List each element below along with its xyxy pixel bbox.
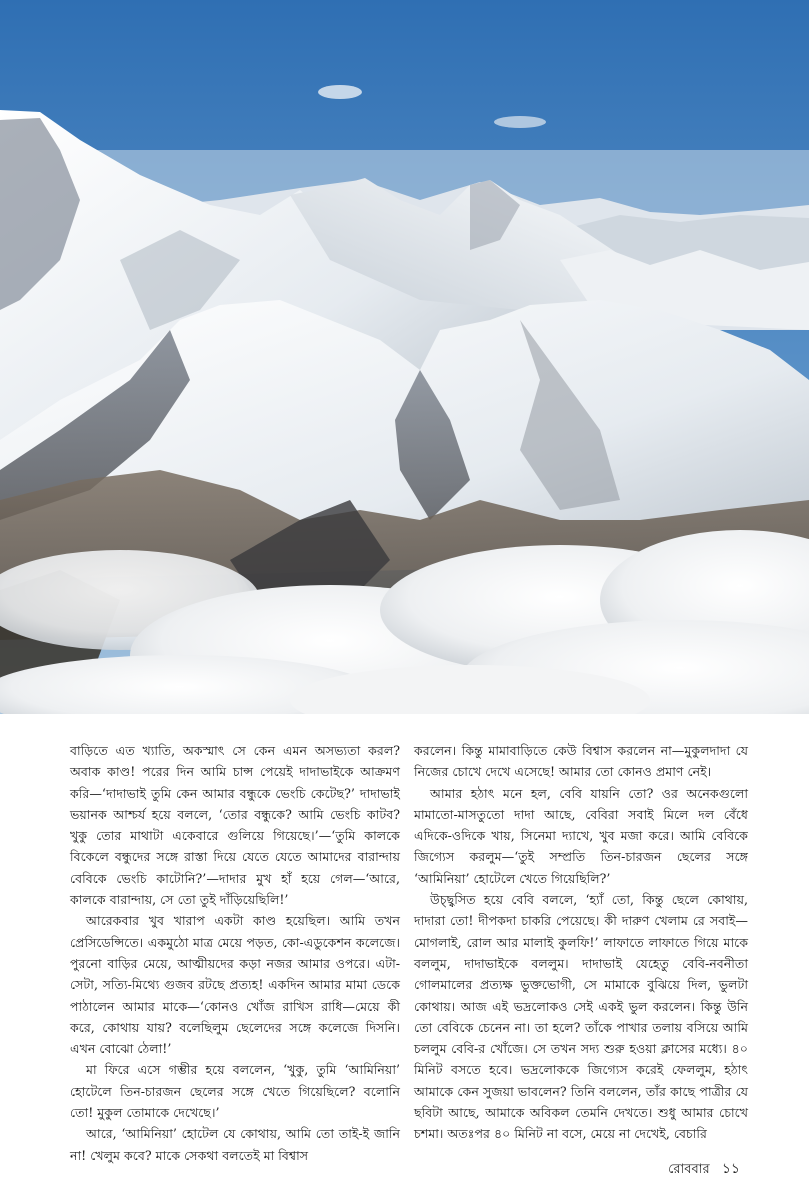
paragraph: মা ফিরে এসে গম্ভীর হয়ে বললেন, ‘খুকু, তুমি ‘আমিনিয়া’ হোটেলে তিন-চারজন ছেলের সঙ্গে খেতে গিয়েছিলে? বলোনি তো! মুকুল তোমাকে দেখেছে।’ bbox=[70, 1062, 400, 1121]
section-name: রোববার bbox=[668, 1162, 710, 1177]
paragraph: আরে, ‘আমিনিয়া’ হোটেল যে কোথায়, আমি তো তাই-ই জানি না! খেলুম কবে? মাকে সেকথা বলতেই মা বিশ্বাস bbox=[70, 1126, 400, 1163]
text-column-left bbox=[70, 740, 400, 1166]
paragraph: আমার হঠাৎ মনে হল, বেবি যায়নি তো? ওর অনেকগুলো মামাতো-মাসতুতো দাদা আছে, বেবিরা সবাই মিলে দল বেঁধে এদিকে-ওদিকে খায়, সিনেমা দ্যাখে, খুব মজা করে। আমি বেবিকে জিগ্যেস করলুম—‘তুই সম্প্রতি তিন-চারজন ছেলের সঙ্গে ‘আমিনিয়া’ হোটেলে খেতে গিয়েছিলি?’ bbox=[414, 785, 748, 886]
paragraph: বাড়িতে এত খ্যাতি, অকস্মাৎ সে কেন এমন অসভ্যতা করল? অবাক কাণ্ড! পরের দিন আমি চান্স পেয়েই দাদাভাইকে আক্রমণ করি—‘দাদাভাই তুমি কেন আমার বন্ধুকে ভেংচি কেটেছ?’ দাদাভাই ভয়ানক আশ্চর্য হয়ে বললে, ‘তোর বন্ধুকে? আমি ভেংচি কাটব? খুকু তোর মাথাটা একেবারে গুলিয়ে গিয়েছে।’—‘তুমি কালকে বিকেলে বন্ধুদের সঙ্গে রাস্তা দিয়ে যেতে যেতে আমাদের বারান্দায় বেবিকে ভেংচি কাটোনি?’—দাদার মুখ হাঁ হয়ে গেল—‘আরে, কালকে বারান্দায়, সে তো তুই দাঁড়িয়েছিলি!’ bbox=[70, 743, 400, 908]
paragraph: করলেন। কিন্তু মামাবাড়িতে কেউ বিশ্বাস করলেন না—মুকুলদাদা যে নিজের চোখে দেখে এসেছে! আমার তো কোনও প্রমাণ নেই। bbox=[414, 743, 748, 780]
page-footer bbox=[600, 1157, 740, 1181]
page-number: ১১ bbox=[721, 1161, 740, 1177]
paragraph: উচ্ছ্বসিত হয়ে বেবি বললে, ‘হ্যাঁ তো, কিন্তু ছেলে কোথায়, দাদারা তো! দীপকদা চাকরি পেয়েছে। কী দারুণ খেলাম রে সবাই—মোগলাই, রোল আর মালাই কুলফি!’ লাফাতে লাফাতে গিয়ে মাকে বললুম, দাদাভাইকে বললুম। দাদাভাই যেহেতু বেবি-নবনীতা গোলমালের প্রত্যক্ষ ভুক্তভোগী, সে মামাকে বুঝিয়ে দিল, ভুলটা কোথায়। আজ এই ভদ্রলোকও সেই একই ভুল করলেন। কিন্তু উনি তো বেবিকে চেনেন না। তা হলে? তাঁকে পাখার তলায় বসিয়ে আমি চললুম বেবি-র খোঁজে। সে তখন সদ্য শুরু হওয়া ক্লাসের মধ্যে। ৪০ মিনিট বসতে হবে। ভদ্রলোককে জিগ্যেস করেই ফেললুম, হঠাৎ আমাকে কেন সুজয়া ভাবলেন? তিনি বললেন, তাঁর কাছে পাত্রীর যে ছবিটা আছে, আমাকে অবিকল তেমনি দেখতে। শুধু আমার চোখে চশমা। অতঃপর ৪০ মিনিট না বসে, মেয়ে না দেখেই, বেচারি bbox=[414, 892, 748, 1142]
paragraph: আরেকবার খুব খারাপ একটা কাণ্ড হয়েছিল। আমি তখন প্রেসিডেন্সিতে। একমুঠো মাত্র মেয়ে পড়ত, কো-এডুকেশন কলেজে। পুরনো বাড়ির মেয়ে, আত্মীয়দের কড়া নজর আমার ওপরে। এটা-সেটা, সত্যি-মিথ্যে গুজব রটছে প্রত্যহ! একদিন আমার মামা ডেকে পাঠালেন আমার মাকে—‘কোনও খোঁজ রাখিস রাধি—মেয়ে কী করে, কোথায় যায়? বলেছিলুম ছেলেদের সঙ্গে কলেজে দিসনি। এখন বোঝো ঠেলা!’ bbox=[70, 913, 400, 1057]
text-column-right bbox=[414, 740, 748, 1145]
